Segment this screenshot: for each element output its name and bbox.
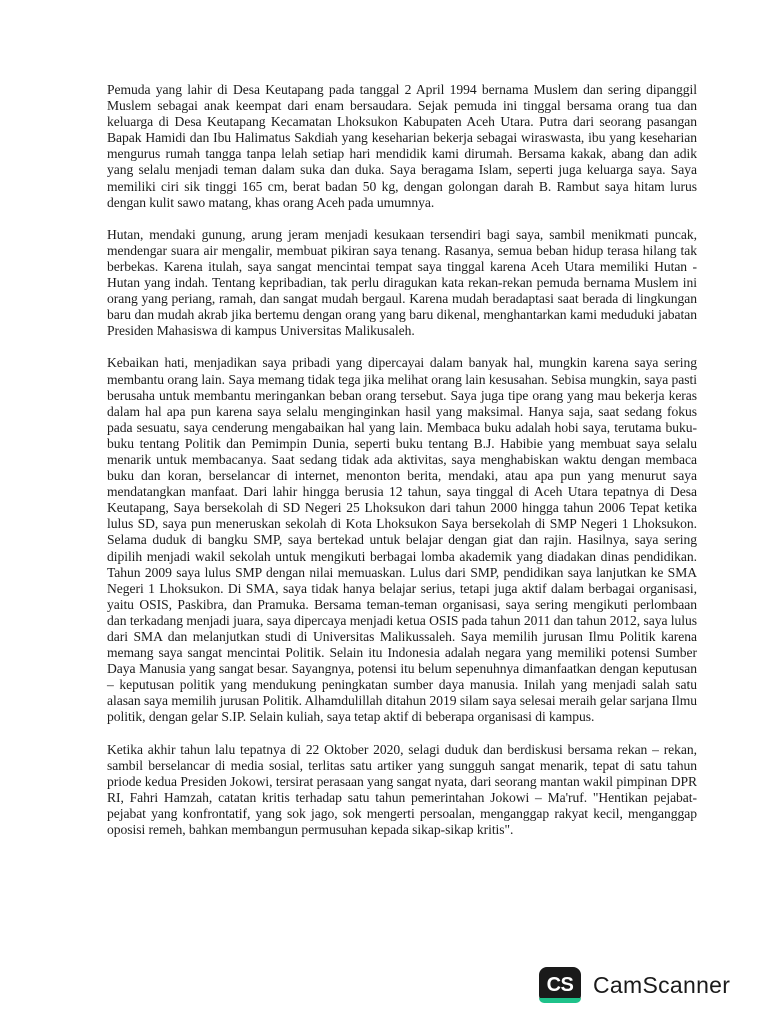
paragraph-biography: Pemuda yang lahir di Desa Keutapang pada tanggal 2 April 1994 bernama Muslem dan sering dipanggil Muslem sebagai anak keempat dari enam bersaudara. Sejak pemuda ini tinggal bersama orang tua dan keluarga di Desa Keutapang Kecamatan Lhoksukon Kabupaten Aceh Utara. Putra dari seorang pasangan Bapak Hamidi dan Ibu Halimatus Sakdiah yang keseharian bekerja sebagai wiraswasta, ibu yang keseharian mengurus rumah tangga tanpa lelah setiap hari mendidik kami dirumah. Bersama kakak, abang dan adik yang selalu menjadi teman dalam suka dan duka. Saya beragama Islam, seperti juga keluarga saya. Saya memiliki ciri sik tinggi 165 cm, berat badan 50 kg, dengan golongan darah B. Rambut saya hitam lurus dengan kulit sawo matang, khas orang Aceh pada umumnya. (107, 82, 697, 210)
camscanner-watermark (539, 967, 730, 1003)
paragraph-reflection: Ketika akhir tahun lalu tepatnya di 22 Oktober 2020, selagi duduk dan berdiskusi bersama rekan – rekan, sambil berselancar di media sosial, terlitas satu artiker yang sungguh sangat menarik, tepat di satu tahun priode kedua Presiden Jokowi, tersirat perasaan yang sangat nyata, dari seorang mantan wakil pimpinan DPR RI, Fahri Hamzah, catatan kritis terhadap satu tahun pemerintahan Jokowi – Ma'ruf. "Hentikan pejabat-pejabat yang konfrontatif, yang sok jago, sok mengerti persoalan, menganggap rakyat kecil, menganggap oposisi remeh, bahkan membangun permusuhan kepada sikap-sikap kritis". (107, 741, 697, 838)
camscanner-logo-accent-bar (539, 998, 581, 1003)
document-body (107, 82, 697, 854)
camscanner-brand-name: CamScanner (593, 971, 731, 998)
paragraph-education: Kebaikan hati, menjadikan saya pribadi yang dipercayai dalam banyak hal, mungkin karena saya sering membantu orang lain. Saya memang tidak tega jika melihat orang lain kesusahan. Sebisa mungkin, saya pasti berusaha untuk membantu meringankan beban orang tersebut. Saya juga tipe orang yang mau bekerja keras dalam hal apa pun karena saya selalu menginginkan hasil yang maksimal. Hanya saja, saat sedang fokus pada sesuatu, saya cenderung mengabaikan hal yang lain. Membaca buku adalah hobi saya, terutama buku-buku tentang Politik dan Pemimpin Dunia, seperti buku tentang B.J. Habibie yang membuat saya selalu menarik untuk membacanya. Saat sedang tidak ada aktivitas, saya menghabiskan waktu dengan membaca buku dan koran, berselancar di internet, menonton berita, mendaki, atau apa pun yang menurut saya mendatangkan manfaat. Dari lahir hingga berusia 12 tahun, saya tinggal di Aceh Utara tepatnya di Desa Keutapang, Saya bersekolah di SD Negeri 25 Lhoksukon dari tahun 2000 hingga tahun 2006 Tepat ketika lulus SD, saya pun meneruskan sekolah di Kota Lhoksukon Saya bersekolah di SMP Negeri 1 Lhoksukon. Selama duduk di bangku SMP, saya bertekad untuk belajar dengan giat dan rajin. Hasilnya, saya sering dipilih menjadi wakil sekolah untuk mengikuti berbagai lomba akademik yang diadakan dinas pendidikan. Tahun 2009 saya lulus SMP dengan nilai memuaskan. Lulus dari SMP, pendidikan saya lanjutkan ke SMA Negeri 1 Lhoksukon. Di SMA, saya tidak hanya belajar serius, tetapi juga aktif dalam berbagai organisasi, yaitu OSIS, Paskibra, dan Pramuka. Bersama teman-teman organisasi, saya sering mengikuti perlombaan dan terkadang menjadi juara, saya dipercaya menjadi ketua OSIS pada tahun 2011 dan tahun 2012, saya lulus dari SMA dan melanjutkan studi di Universitas Malikussaleh. Saya memilih jurusan Ilmu Politik karena memang saya sangat mencintai Politik. Selain itu Indonesia adalah negara yang memiliki potensi Sumber Daya Manusia yang sangat besar. Sayangnya, potensi itu belum sepenuhnya dimanfaatkan dengan keputusan – keputusan politik yang mendukung peningkatan sumber daya manusia. Inilah yang menjadi salah satu alasan saya memilih jurusan Politik. Alhamdulillah ditahun 2019 silam saya selesai meraih gelar sarjana Ilmu politik, dengan gelar S.IP. Selain kuliah, saya tetap aktif di beberapa organisasi di kampus. (107, 355, 697, 725)
paragraph-hobbies: Hutan, mendaki gunung, arung jeram menjadi kesukaan tersendiri bagi saya, sambil menikmati puncak, mendengar suara air mengalir, membuat pikiran saya tenang. Rasanya, semua beban hidup terasa hilang tak berbekas. Karena itulah, saya sangat mencintai tempat saya tinggal karena Aceh Utara memiliki Hutan - Hutan yang indah. Tentang kepribadian, tak perlu diragukan kata rekan-rekan pemuda bernama Muslem ini orang yang periang, ramah, dan sangat mudah bergaul. Karena mudah beradaptasi saat berada di lingkungan baru dan mudah akrab jika bertemu dengan orang yang baru dikenal, menghantarkan kami meduduki jabatan Presiden Mahasiswa di kampus Universitas Malikusaleh. (107, 226, 697, 339)
camscanner-logo-text: CS (546, 973, 574, 996)
camscanner-logo-icon (539, 967, 581, 1003)
